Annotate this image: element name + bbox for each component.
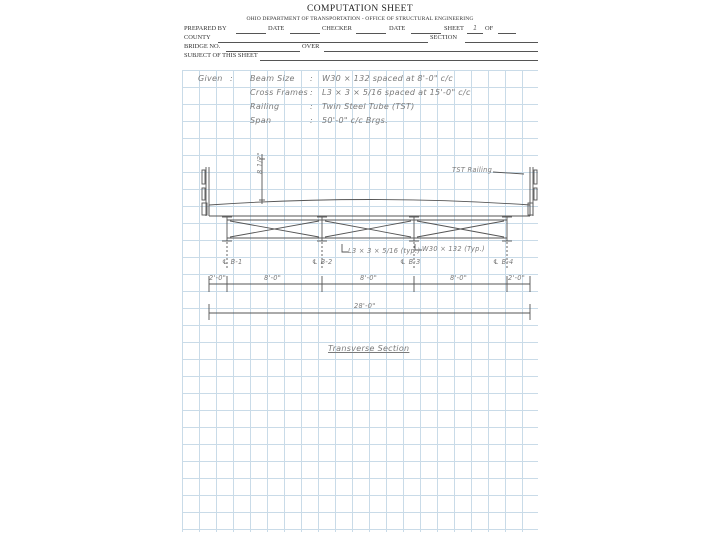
sheet-number: 1 [473,24,478,32]
beam-4-label: ℄ B-4 [493,258,514,266]
computation-sheet [182,4,538,532]
dim-spacing-3: 8'-0" [450,274,468,282]
span-value: 50'-0" c/c Brgs. [322,116,388,125]
sheet-label: SHEET [444,25,464,32]
railing-label: TST Railing [452,166,493,174]
dim-spacing-2: 8'-0" [360,274,378,282]
section-label: SECTION [430,34,457,41]
given-colon-1: : [230,74,233,83]
dim-left-overhang: 2'-0" [209,274,227,282]
beam-2-label: ℄ B-2 [312,258,333,266]
deck-thickness-label: 8 1/2" [256,152,264,174]
cross-frames-value: L3 × 3 × 5/16 spaced at 15'-0" c/c [322,88,471,97]
dim-spacing-1: 8'-0" [264,274,282,282]
dim-overall: 28'-0" [354,302,376,310]
right-railing [528,167,537,216]
of-label: OF [485,25,494,32]
given-sep-4: : [310,116,313,125]
given-sep-3: : [310,102,313,111]
beam-4 [502,217,512,241]
given-sep-1: : [310,74,313,83]
given-sep-2: : [310,88,313,97]
section-caption: Transverse Section [328,344,410,353]
span-key: Span [250,116,272,125]
date-label-1: DATE [268,25,285,32]
beam-size-value: W30 × 132 spaced at 8'-0" c/c [322,74,454,83]
county-label: COUNTY [184,34,211,41]
beam-size-key: Beam Size [250,74,295,83]
date-label-2: DATE [389,25,406,32]
deck-slab [209,200,530,217]
cross-frames [227,220,507,238]
transverse-section-drawing [182,4,538,532]
beam-2 [317,217,327,241]
beam-1 [222,217,232,241]
left-railing [202,167,209,216]
sheet-subtitle: OHIO DEPARTMENT OF TRANSPORTATION - OFFICE OF STRUCTURAL ENGINEERING [246,16,474,22]
railing-leader [493,172,524,174]
railing-key: Railing [250,102,280,111]
prepared-by-label: PREPARED BY [184,25,227,32]
cross-frames-key: Cross Frames [250,88,308,97]
bridge-no-label: BRIDGE NO. [184,43,221,50]
beam-3 [409,217,419,241]
beam-3-label: ℄ B-3 [400,258,421,266]
angle-label: L3 × 3 × 5/16 (typ.) [348,247,421,255]
beam-label: W30 × 132 (Typ.) [422,245,485,253]
railing-value: Twin Steel Tube (TST) [322,102,415,111]
given-label: Given [198,74,223,83]
sheet-title: COMPUTATION SHEET [306,4,414,14]
checker-label: CHECKER [322,25,352,32]
subject-label: SUBJECT OF THIS SHEET [184,52,258,59]
over-label: OVER [302,43,320,50]
dim-right-overhang: 2'-0" [508,274,526,282]
beam-1-label: ℄ B-1 [222,258,243,266]
